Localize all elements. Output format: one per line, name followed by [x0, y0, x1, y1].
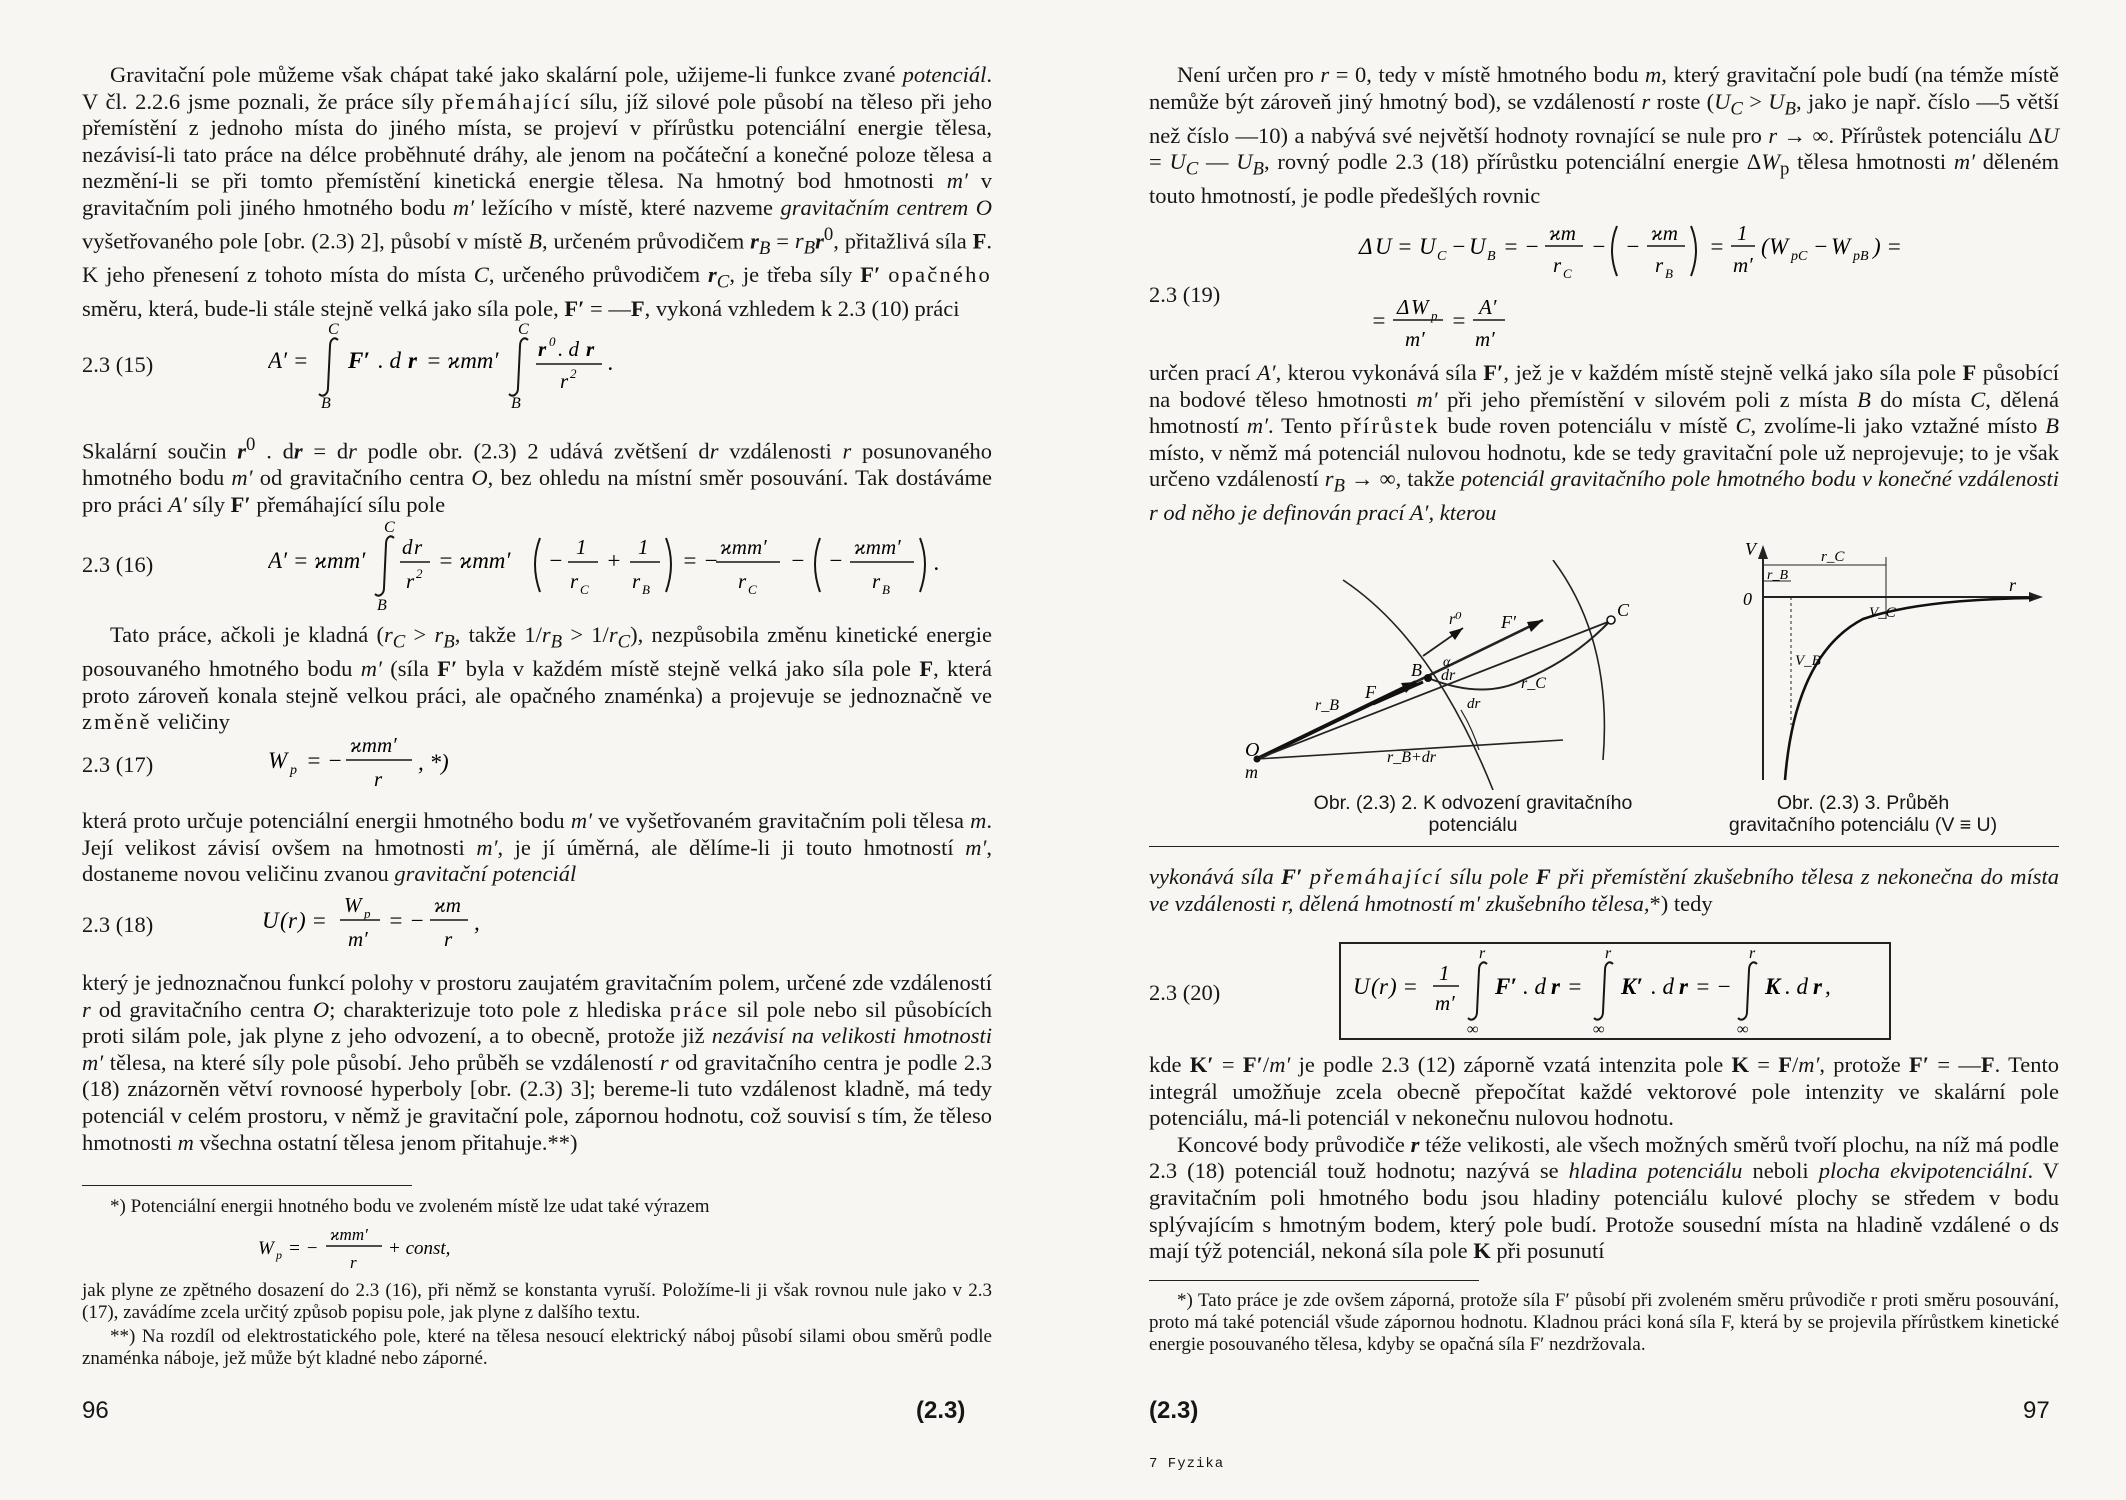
left-footnote-1: *) Potenciální energii hnotného bodu ve zvoleném místě lze udat také výrazem	[110, 1196, 710, 1217]
svg-text:1: 1	[576, 535, 587, 559]
svg-text:= −: = −	[682, 548, 719, 573]
svg-text:. d: . d	[1651, 974, 1674, 999]
svg-text:= ϰmm′: = ϰmm′	[426, 348, 499, 373]
svg-text:r: r	[1551, 974, 1560, 999]
fig2-label-r0: r⁰	[1449, 611, 1462, 628]
eq18	[262, 886, 522, 962]
svg-text:W: W	[1411, 295, 1429, 319]
eq20	[1353, 944, 1883, 1042]
svg-text:, *): , *)	[418, 750, 449, 775]
svg-text:U: U	[1419, 234, 1436, 259]
eq16-label: 2.3 (16)	[82, 552, 154, 577]
svg-text:C: C	[518, 322, 529, 338]
svg-text:r: r	[288, 908, 297, 933]
fig3-label-v: V	[1745, 539, 1756, 559]
svg-text:=: =	[1451, 308, 1467, 333]
svg-text:F′: F′	[348, 348, 370, 373]
svg-text:. d: . d	[1523, 974, 1546, 999]
svg-text:A′ = ϰmm′: A′ = ϰmm′	[268, 548, 366, 573]
svg-text:. d: . d	[1785, 974, 1808, 999]
svg-text:B: B	[321, 395, 331, 412]
svg-text:r: r	[1379, 974, 1388, 999]
eq17	[268, 728, 528, 804]
svg-text:2: 2	[416, 566, 423, 581]
svg-text:m′: m′	[348, 927, 368, 951]
svg-text:= −: = −	[388, 908, 425, 933]
svg-text:) =: ) =	[298, 908, 327, 933]
svg-text:p: p	[290, 763, 297, 778]
svg-text:r: r	[1605, 945, 1612, 962]
svg-text:r: r	[406, 569, 415, 593]
svg-text:0: 0	[549, 334, 556, 349]
svg-text:d: d	[402, 535, 413, 559]
svg-text:r: r	[560, 369, 569, 393]
svg-text:ϰm: ϰm	[1651, 222, 1678, 245]
fig2-label-m: m	[1245, 762, 1258, 782]
fig3-label-r: r	[2009, 575, 2017, 595]
svg-text:= −: = −	[288, 1238, 319, 1259]
svg-text:ϰm: ϰm	[1549, 222, 1576, 245]
svg-text:U: U	[1353, 974, 1370, 999]
figure-3	[1703, 535, 2053, 785]
figure-2	[1223, 560, 1743, 790]
left-paragraph-3: Tato práce, ačkoli je kladná ($r_C > r_B$, takže $1/r_B > 1/r_C$), nezpůsobila změnu kinetické energie posouvaného hmotného bodu m′ (síla F′ byla v každém místě stejně velká jako síla pole F, která proto zároveň konala stejně velkou práci, ale opačného znaménka) a projevuje se jednoznačně ve změně veličiny	[82, 622, 993, 735]
right-footnote-1: *) Tato práce je zde ovšem záporná, protože síla F′ působí při zvoleném směru průvodiče r proti směru posouvání, proto má také potenciál všude zápornou hodnotu. Kladnou práci koná síla F, která by se projevila přírůstkem kinetické energie posouvaného tělesa, kdyby se opačná síla F′ nezdržovala.	[1149, 1290, 2059, 1355]
svg-text:r: r	[1553, 253, 1562, 277]
eq19-label: 2.3 (19)	[1149, 282, 1221, 307]
svg-text:C: C	[748, 582, 757, 597]
svg-text:1: 1	[1737, 222, 1748, 245]
svg-text:r: r	[1679, 974, 1688, 999]
svg-text:−: −	[1451, 234, 1467, 259]
eq19	[1323, 222, 1943, 360]
svg-text:p: p	[276, 1248, 282, 1262]
svg-text:W: W	[268, 748, 288, 773]
svg-text:= −: = −	[1503, 234, 1540, 259]
svg-text:C: C	[580, 582, 589, 597]
left-footnote-2: **) Na rozdíl od elektrostatického pole, které na tělesa nesoucí elektrický náboj působí silami obou směrů podle znaménka náboje, jež může být kladné nebo záporné.	[82, 1326, 992, 1369]
fig3-label-rc: r_C	[1821, 549, 1845, 565]
fig2-label-alpha: α	[1443, 655, 1451, 670]
left-footnote-eq	[258, 1222, 498, 1284]
svg-text:p: p	[1431, 308, 1438, 323]
svg-text:+ const,: + const,	[388, 1238, 451, 1259]
left-paragraph-2: Skalární součin $r^0$ . dr = dr podle obr. (2.3) 2 udává zvětšení dr vzdálenosti r posunovaného hmotného bodu m′ od gravitačního centra O, bez ohledu na místní směr posouvání. Tak dostáváme pro práci A′ síly F′ přemáhající sílu pole	[82, 434, 992, 517]
svg-text:1: 1	[638, 535, 649, 559]
svg-text:+: +	[606, 548, 622, 573]
svg-text:r: r	[570, 569, 579, 593]
svg-text:r: r	[586, 337, 595, 361]
right-paragraph-4: kde K′ = F′/m′ je podle 2.3 (12) záporně vzatá intenzita pole K = F/m′, protože F′ = —F. Tento integrál umožňuje zcela obecně přepočítat každé vektorové pole intenzity ve skalární pole potenciálu, má-li potenciál v nekonečnu nulovou hodnotu. Koncové body průvodiče r téže velikosti, ale všech možných směrů tvoří plochu, na níž má podle 2.3 (18) potenciál touž hodnotu; nazývá se hladina potenciálu neboli plocha ekvipotenciální. V gravitačním poli hmotného bodu jsou hladiny potenciálu kulové plochy se středem v bodu splývajícím s hmotným bodem, který pole budí. Protože sousední místa na hladině vzdálené o ds mají týž potenciál, nekoná síla pole K při posunutí	[1149, 1052, 2059, 1264]
svg-text:ϰm: ϰm	[434, 893, 461, 917]
eq20-label: 2.3 (20)	[1149, 980, 1221, 1005]
right-paragraph-3: vykonává síla F′ přemáhající sílu pole F při přemístění zkušebního tělesa z nekonečna do místa ve vzdálenosti r, dělená hmotností m′ zkušebního tělesa,*) tedy	[1149, 864, 2060, 916]
svg-text:∞: ∞	[1593, 1021, 1605, 1036]
svg-text:.: .	[934, 550, 940, 575]
fig2-label-dr: dr	[1441, 667, 1456, 684]
svg-text:−: −	[1625, 234, 1641, 259]
svg-text:B: B	[882, 582, 890, 597]
svg-text:r: r	[1479, 945, 1486, 962]
svg-text:,: ,	[474, 910, 480, 935]
right-paragraph-2: určen prací A′, kterou vykonává síla F′, jež je v každém místě stejně velká jako síla pole F působící na bodové těleso hmotnosti m′ při jeho přemístění v silovém poli z místa B do místa C, dělená hmotností m′. Tento přírůstek bude roven potenciálu v místě C, zvolíme-li jako vztažné místo B místo, v němž má potenciál nulovou hodnotu, kde se tedy gravitační pole už neprojevuje; to je však určeno vzdáleností $r_B$ → ∞, takže potenciál gravitačního pole hmotného bodu v konečné vzdálenosti r od něho je definován prací A′, kterou	[1149, 360, 2060, 526]
svg-text:B: B	[1487, 249, 1496, 264]
svg-text:pB: pB	[1853, 249, 1869, 264]
svg-text:r: r	[738, 569, 747, 593]
svg-text:p: p	[364, 906, 371, 921]
svg-text:r: r	[1655, 253, 1664, 277]
fig2-label-rc: r_C	[1521, 675, 1546, 692]
svg-text:m′: m′	[1435, 991, 1455, 1015]
fig2-label-rbdr: r_B+dr	[1387, 749, 1437, 766]
svg-text:C: C	[1563, 266, 1572, 281]
svg-text:∞: ∞	[1737, 1021, 1749, 1036]
svg-text:ϰmm′: ϰmm′	[720, 535, 767, 559]
svg-text:m′: m′	[1733, 253, 1753, 277]
svg-text:,: ,	[1825, 974, 1831, 999]
svg-text:=: =	[1397, 234, 1413, 259]
svg-text:r: r	[444, 927, 453, 951]
svg-text:r: r	[1749, 945, 1756, 962]
svg-text:A′ =: A′ =	[268, 348, 309, 373]
printer-signature: 7 Fyzika	[1149, 1456, 1225, 1472]
eq16	[268, 518, 988, 620]
fig3-label-vb: V_B	[1795, 653, 1821, 669]
svg-text:(: (	[1761, 234, 1769, 259]
svg-text:C: C	[328, 322, 339, 338]
figure-2-caption: Obr. (2.3) 2. K odvození gravitačního potenciálu	[1313, 792, 1633, 836]
fig3-label-rb: r_B	[1767, 568, 1788, 583]
fig2-label-o: O	[1245, 739, 1260, 761]
fig2-label-f: F	[1365, 682, 1376, 702]
svg-text:) =: ) =	[1873, 234, 1902, 259]
fig3-label-vc: V_C	[1869, 605, 1896, 621]
figure-3-caption: Obr. (2.3) 3. Průběh gravitačního potenciálu (V ≡ U)	[1728, 792, 1998, 836]
svg-text:) =: ) =	[1389, 974, 1418, 999]
svg-text:r: r	[374, 767, 383, 791]
svg-text:. d: . d	[558, 337, 579, 361]
svg-text:m′: m′	[1405, 327, 1425, 351]
svg-text:−: −	[548, 548, 564, 573]
svg-text:−: −	[1591, 234, 1607, 259]
left-paragraph-1: Gravitační pole můžeme však chápat také jako skalární pole, užijeme-li funkce zvané potenciál. V čl. 2.2.6 jsme poznali, že práce síly přemáhající sílu, jíž silové pole působí na těleso při jeho přemístění z jednoho místa do jiného místa, se projeví v přírůstku potenciální energie tělesa, nezávisí-li tato práce na délce proběhnuté dráhy, ale jenom na počáteční a konečné poloze tělesa a nezmění-li se při tomto přemístění kinetická energie tělesa. Na hmotný bod hmotnosti m′ v gravitačním poli jiného hmotného bodu m′ ležícího v místě, které nazveme gravitačním centrem O vyšetřovaného pole [obr. (2.3) 2], působí v místě B, určeném průvodičem $r_B = r_Br^0$, přitažlivá síla F. K jeho přenesení z tohoto místa do místa C, určeného průvodičem $r_C$, je třeba síly F′ opačného směru, která, bude-li stále stejně velká jako síla pole, F′ = —F, vykoná vzhledem k 2.3 (10) práci	[82, 62, 993, 322]
svg-text:= ϰmm′: = ϰmm′	[438, 548, 511, 573]
svg-text:pC: pC	[1791, 249, 1808, 264]
svg-text:B: B	[511, 395, 521, 412]
svg-text:Δ: Δ	[1397, 295, 1410, 319]
svg-text:r: r	[408, 348, 417, 373]
footnote-rule-left	[82, 1185, 412, 1186]
page-number-left: 96	[82, 1397, 109, 1424]
svg-text:U: U	[1469, 234, 1486, 259]
svg-text:r: r	[632, 569, 641, 593]
eq18-label: 2.3 (18)	[82, 912, 154, 937]
svg-text:∞: ∞	[1467, 1021, 1479, 1036]
svg-text:ϰmm′: ϰmm′	[330, 1225, 368, 1244]
eq15	[268, 322, 688, 418]
svg-text:U: U	[262, 908, 279, 933]
svg-text:=: =	[1567, 974, 1583, 999]
left-footnote-1b: jak plyne ze zpětného dosazení do 2.3 (16), při němž se konstanta vyruší. Položíme-li ji však rovnou nule jako v 2.3 (17), zavádíme zcela určitý způsob popisu pole, jak plyne z dalšího textu.	[82, 1280, 992, 1323]
svg-text:C: C	[1437, 249, 1447, 264]
fig2-label-fprime: F′	[1501, 612, 1516, 632]
svg-text:.: .	[608, 350, 614, 375]
section-label-right: (2.3)	[1149, 1397, 1199, 1424]
svg-text:(: (	[1371, 974, 1379, 999]
left-paragraph-5: který je jednoznačnou funkcí polohy v prostoru zaujatém gravitačním polem, určené zde vzdáleností r od gravitačního centra O; charakterizuje toto pole z hlediska práce sil pole nebo sil působících proti silám pole, jak plyne z jeho odvození, a to obecně, protože již nezávisí na velikosti hmotnosti m′ tělesa, na které síly pole působí. Jeho průběh se vzdáleností r od gravitačního centra je podle 2.3 (18) znázorněn větví rovnoosé hyperboly [obr. (2.3) 3]; bereme-li tuto vzdálenost kladně, má tedy potenciál v celém prostoru, v němž je gravitační pole, zápornou hodnotu, což souvisí s tím, že těleso hmotnosti m všechna ostatní tělesa jenom přitahuje.**)	[82, 970, 993, 1155]
svg-text:2: 2	[570, 366, 577, 381]
svg-text:B: B	[1665, 266, 1673, 281]
svg-text:−: −	[1813, 234, 1829, 259]
svg-text:W: W	[1831, 234, 1851, 259]
svg-text:. d: . d	[378, 348, 401, 373]
svg-text:W: W	[344, 893, 362, 917]
eq15-label: 2.3 (15)	[82, 352, 154, 377]
svg-text:C: C	[384, 519, 395, 536]
svg-text:K′: K′	[1621, 974, 1643, 999]
svg-text:r: r	[350, 1253, 357, 1272]
svg-text:= −: = −	[306, 748, 343, 773]
page-number-right: 97	[2023, 1397, 2050, 1424]
svg-text:=: =	[1709, 234, 1725, 259]
eq17-label: 2.3 (17)	[82, 752, 154, 777]
fig2-label-c: C	[1617, 600, 1630, 620]
fig3-label-o: 0	[1743, 589, 1752, 609]
svg-text:F′: F′	[1495, 974, 1517, 999]
left-paragraph-4: která proto určuje potenciální energii hmotného bodu m′ ve vyšetřovaném gravitačním poli tělesa m. Její velikost závisí ovšem na hmotnosti m′, je jí úměrná, ale dělíme-li ji touto hmotností m′, dostaneme novou veličinu zvanou gravitační potenciál	[82, 808, 993, 887]
figure-rule	[1149, 846, 2059, 847]
svg-text:−: −	[790, 548, 806, 573]
svg-text:m′: m′	[1475, 327, 1495, 351]
svg-text:B: B	[377, 597, 387, 614]
svg-text:W: W	[258, 1238, 274, 1259]
svg-text:r: r	[538, 337, 547, 361]
svg-text:K: K	[1765, 974, 1781, 999]
svg-text:r: r	[1813, 974, 1822, 999]
svg-text:U: U	[1375, 234, 1392, 259]
section-label-left: (2.3)	[916, 1397, 966, 1424]
svg-text:A′: A′	[1479, 295, 1497, 319]
svg-text:Δ: Δ	[1359, 234, 1373, 259]
svg-text:B: B	[642, 582, 650, 597]
svg-text:=: =	[1371, 308, 1387, 333]
footnote-rule-right	[1149, 1280, 1479, 1281]
fig2-label-dr2: dr	[1467, 696, 1481, 712]
fig2-label-rb: r_B	[1315, 697, 1339, 714]
page-right	[1063, 0, 2126, 1500]
svg-text:W: W	[1769, 234, 1789, 259]
svg-text:ϰmm′: ϰmm′	[350, 733, 397, 757]
svg-text:r: r	[414, 535, 423, 559]
svg-text:1: 1	[1439, 961, 1450, 985]
svg-text:= −: = −	[1695, 974, 1732, 999]
svg-text:ϰmm′: ϰmm′	[854, 535, 901, 559]
svg-text:(: (	[280, 908, 288, 933]
svg-text:−: −	[828, 548, 844, 573]
fig2-label-b: B	[1411, 660, 1422, 680]
right-paragraph-1: Není určen pro r = 0, tedy v místě hmotného bodu m, který gravitační pole budí (na témže místě nemůže být zároveň jiný hmotný bod), se vzdáleností r roste ($U_C > U_B$, jako je např. číslo —5 větší než číslo —10) a nabývá své největší hodnoty rovnající se nule pro r → ∞. Přírůstek potenciálu $\Delta U = U_C$ — $U_B$, rovný podle 2.3 (18) přírůstku potenciální energie $\Delta W_p$ tělesa hmotnosti m′ děleném touto hmotností, je podle předešlých rovnic	[1149, 62, 2060, 209]
svg-text:r: r	[872, 569, 881, 593]
